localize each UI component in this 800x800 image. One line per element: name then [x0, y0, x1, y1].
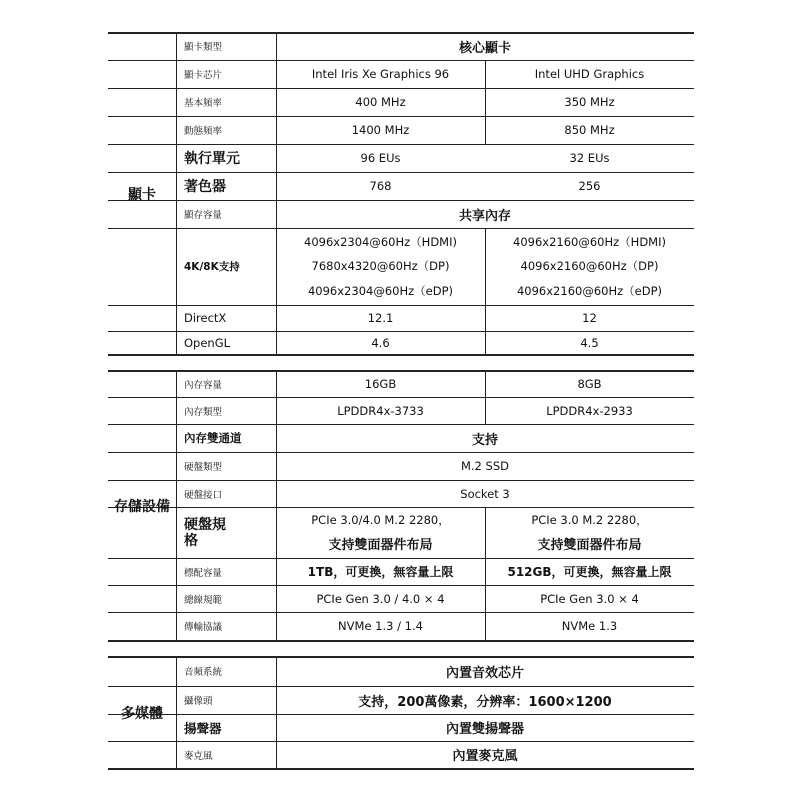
value-line: 支持雙面器件布局: [328, 538, 433, 553]
row-label: OpenGL: [184, 335, 231, 350]
value-span: 支持，200萬像素，分辨率：1600×1200: [358, 694, 612, 710]
value-span: 核心顯卡: [458, 40, 511, 56]
value-col2: 32 EUs: [569, 151, 610, 165]
value-span: M.2 SSD: [460, 459, 509, 473]
value-col1: 12.1: [367, 311, 394, 325]
row-label: 音頻系統: [184, 667, 223, 678]
row-label: 執行單元: [184, 151, 240, 167]
row-label: 動態頻率: [184, 126, 223, 137]
row-label: 麥克風: [184, 750, 213, 762]
row-label: 著色器: [184, 179, 226, 195]
section-multimedia: [108, 656, 694, 770]
value-col2: NVMe 1.3: [561, 619, 618, 633]
row-label: 顯卡芯片: [184, 70, 223, 81]
value-col1: 4.6: [371, 335, 390, 350]
value-col1: 96 EUs: [360, 151, 401, 165]
value-line: 支持雙面器件布局: [537, 538, 642, 553]
value-col2: 512GB，可更換，無容量上限: [507, 565, 672, 579]
value-line: 4096x2304@60Hz（eDP): [307, 283, 453, 298]
value-col1: Intel Iris Xe Graphics 96: [311, 67, 450, 81]
row-label: 基本頻率: [184, 98, 223, 109]
value-line: PCIe 3.0 M.2 2280，: [531, 513, 648, 527]
row-label: 攝像頭: [184, 696, 213, 707]
value-col2: 350 MHz: [564, 95, 615, 109]
value-line: PCIe 3.0/4.0 M.2 2280，: [311, 513, 450, 527]
section-graphics: [108, 32, 694, 356]
value-col2: Intel UHD Graphics: [534, 67, 645, 81]
value-span: 內置雙揚聲器: [445, 722, 524, 737]
category-storage: 存儲設備: [114, 499, 170, 515]
value-col1: PCIe Gen 3.0 / 4.0 × 4: [316, 591, 445, 606]
value-col1: 16GB: [364, 376, 397, 391]
value-col2: 12: [582, 311, 597, 325]
value-line: 4096x2304@60Hz（HDMI): [304, 235, 457, 250]
row-label: 傳輸協議: [184, 622, 223, 633]
row-label: 4K/8K支持: [184, 261, 240, 273]
value-col2: LPDDR4x-2933: [546, 403, 633, 418]
row-label: 內存容量: [184, 379, 223, 391]
section-storage: [108, 370, 694, 642]
value-span: 內置麥克風: [452, 749, 518, 764]
row-label: DirectX: [184, 311, 227, 325]
row-label: 硬盤類型: [184, 462, 223, 473]
value-col1: NVMe 1.3 / 1.4: [338, 619, 423, 633]
value-span: 共享內存: [458, 208, 511, 224]
value-col1: 768: [369, 179, 392, 193]
value-line: 4096x2160@60Hz（HDMI): [513, 235, 666, 250]
row-label: 揚聲器: [184, 720, 222, 736]
category-graphics: 顯卡: [128, 187, 156, 203]
value-col2: PCIe Gen 3.0 × 4: [540, 591, 639, 606]
value-span: Socket 3: [460, 486, 510, 501]
row-label: 硬盤規格: [184, 517, 226, 549]
value-col1: 400 MHz: [355, 95, 406, 109]
value-col2: 4.5: [580, 335, 599, 350]
value-line: 4096x2160@60Hz（DP): [520, 259, 659, 274]
value-col1: 1400 MHz: [351, 123, 410, 137]
value-col2: 256: [578, 179, 601, 193]
row-label: 內存類型: [184, 406, 223, 418]
row-label: 顯存容量: [184, 210, 223, 221]
row-label: 硬盤接口: [184, 489, 223, 501]
value-col2: 850 MHz: [564, 123, 615, 137]
value-span: 支持: [471, 432, 498, 448]
row-label: 顯卡類型: [184, 42, 223, 53]
value-line: 7680x4320@60Hz（DP): [311, 259, 450, 274]
row-label: 內存雙通道: [184, 431, 242, 445]
value-col2: 8GB: [577, 376, 602, 391]
value-col1: LPDDR4x-3733: [337, 403, 424, 418]
row-label: 總線規範: [184, 594, 223, 606]
category-multimedia: 多媒體: [121, 706, 163, 722]
value-line: 4096x2160@60Hz（eDP): [516, 283, 662, 298]
row-label: 標配容量: [184, 567, 223, 579]
value-col1: 1TB，可更換，無容量上限: [307, 565, 454, 579]
value-span: 內置音效芯片: [445, 665, 524, 681]
